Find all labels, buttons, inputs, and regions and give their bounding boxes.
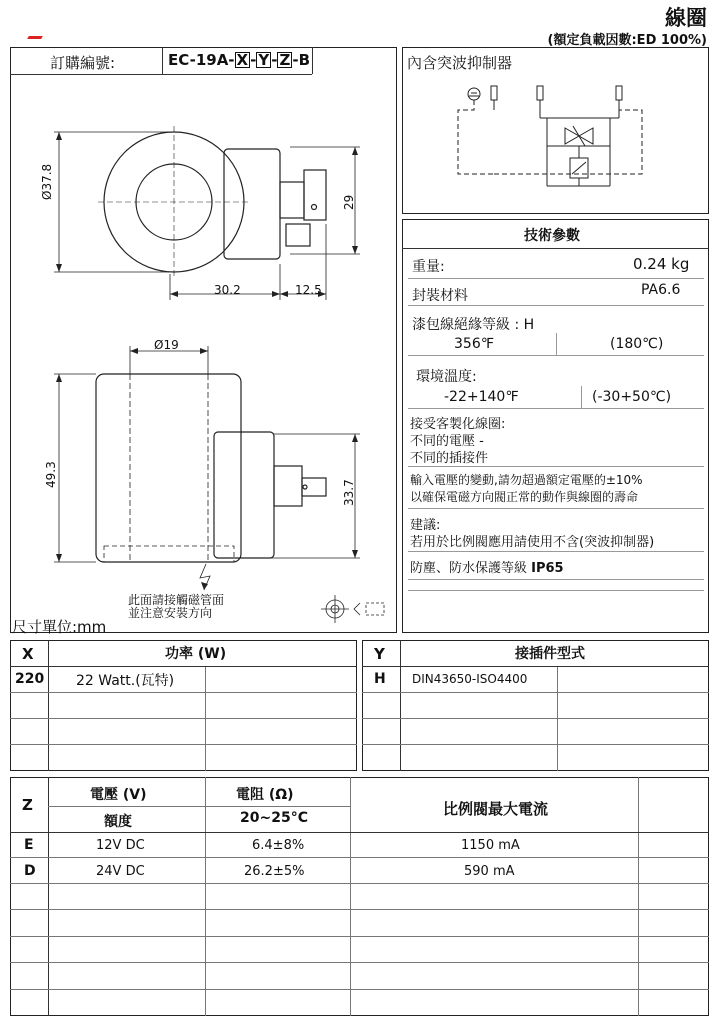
- encap-label: 封裝材料: [412, 288, 468, 304]
- encap-value: PA6.6: [641, 282, 681, 298]
- order-code-x: X: [236, 51, 249, 69]
- advice-line2: 若用於比例閥應用請使用不含(突波抑制器): [410, 535, 655, 550]
- voltage-row-e-voltage: 12V DC: [96, 838, 145, 853]
- insulation-f: 356℉: [454, 336, 495, 352]
- voltage-note-line1: 輸入電壓的變動,請勿超過額定電壓的±10%: [410, 473, 643, 487]
- insulation-label: 漆包線絕緣等級 : H: [412, 317, 535, 333]
- voltage-col-resistance-sub: 20~25°C: [240, 810, 308, 826]
- document-title: 線圈: [665, 6, 707, 30]
- voltage-col-voltage: 電壓 (V): [90, 787, 147, 803]
- custom-line3: 不同的插接件: [410, 451, 489, 466]
- order-code-y: Y: [258, 51, 270, 69]
- tech-title: 技術參數: [524, 228, 580, 244]
- custom-line2: 不同的電壓 -: [410, 434, 484, 449]
- insulation-c: (180℃): [610, 336, 664, 352]
- connector-col-type: 接插件型式: [515, 646, 585, 662]
- red-mark: [27, 36, 43, 39]
- dim-33-7: 33.7: [342, 479, 356, 506]
- voltage-row-d-current: 590 mA: [464, 864, 515, 879]
- ambient-c: (-30+50℃): [592, 389, 672, 405]
- dim-29: 29: [342, 194, 356, 210]
- voltage-row-e-code: E: [24, 837, 34, 853]
- unit-label: 尺寸單位:mm: [12, 618, 107, 636]
- order-code: EC-19A- X - Y - Z -B: [168, 51, 311, 69]
- voltage-col-voltage-sub: 額度: [104, 814, 132, 830]
- suppressor-title: 內含突波抑制器: [407, 54, 513, 72]
- voltage-row-d-voltage: 24V DC: [96, 864, 145, 879]
- voltage-col-resistance: 電阻 (Ω): [236, 787, 294, 803]
- power-col-power: 功率 (W): [165, 646, 227, 662]
- connector-row-value: DIN43650-ISO4400: [412, 672, 528, 686]
- dim-outer-diameter: Ø37.8: [40, 163, 54, 200]
- connector-col-y: Y: [374, 645, 385, 663]
- voltage-row-d-resistance: 26.2±5%: [244, 864, 305, 879]
- suppressor-circuit-diagram: [402, 74, 709, 212]
- voltage-row-d-code: D: [24, 863, 36, 879]
- coil-technical-drawing: [10, 74, 397, 633]
- connector-row-code: H: [374, 671, 386, 687]
- advice-line1: 建議:: [410, 518, 441, 533]
- ground-icon: [468, 88, 480, 100]
- weight-label: 重量:: [412, 259, 445, 275]
- voltage-col-current: 比例閥最大電流: [443, 800, 549, 818]
- ip-rating: 防塵、防水保護等級 IP65: [410, 561, 564, 576]
- weight-value: 0.24 kg: [633, 255, 690, 273]
- ambient-label: 環境溫度:: [416, 369, 477, 385]
- mounting-note-line1: 此面請接觸磁管面: [128, 593, 225, 607]
- dim-12-5: 12.5: [295, 283, 322, 297]
- order-label: 訂購編號:: [50, 54, 116, 72]
- power-row-code: 220: [15, 671, 45, 687]
- power-col-x: X: [22, 645, 34, 663]
- dim-49-3: 49.3: [44, 461, 58, 488]
- dim-inner-diameter: Ø19: [154, 338, 179, 352]
- voltage-col-z: Z: [22, 796, 33, 814]
- power-row-value: 22 Watt.(瓦特): [76, 673, 175, 689]
- ambient-f: -22+140℉: [444, 389, 519, 405]
- ip-rating-value: IP65: [531, 561, 564, 576]
- mounting-note-line2: 並注意安裝方向: [128, 606, 213, 620]
- order-code-z: Z: [279, 51, 291, 69]
- dim-30-2: 30.2: [214, 283, 241, 297]
- voltage-note-line2: 以確保電磁方向閥正常的動作與線圈的壽命: [410, 490, 639, 504]
- coil-side-body: [96, 374, 241, 562]
- voltage-row-e-current: 1150 mA: [461, 838, 520, 853]
- custom-line1: 接受客製化線圈:: [410, 417, 506, 432]
- voltage-row-e-resistance: 6.4±8%: [252, 838, 305, 853]
- document-subtitle: (額定負載因數:ED 100%): [547, 33, 707, 48]
